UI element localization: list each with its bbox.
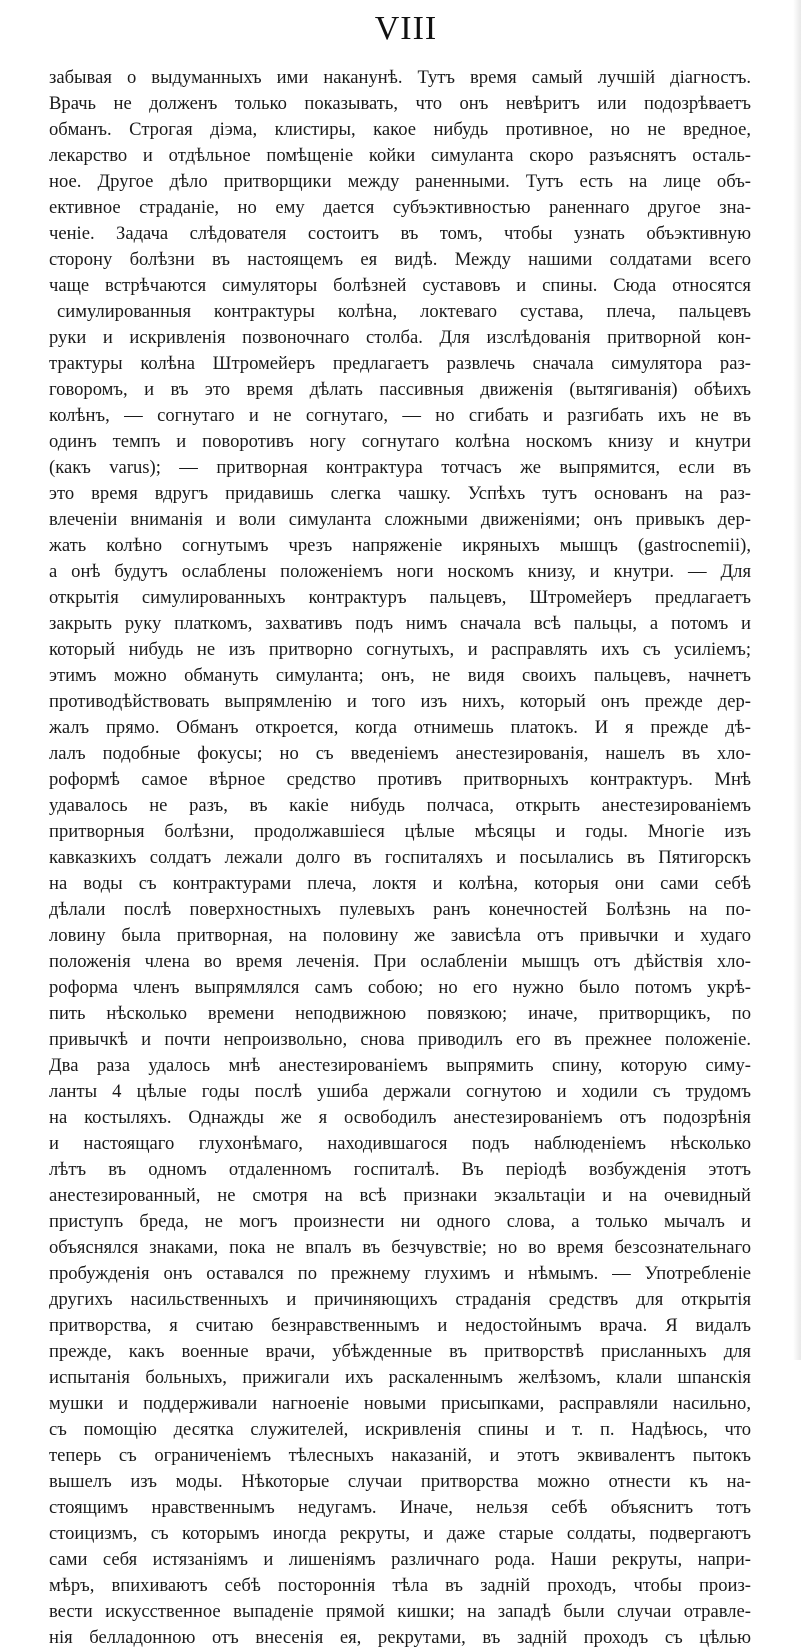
text-line: лѣтъ въ одномъ отдаленномъ госпиталѣ. Въ періодѣ возбужденія этотъ <box>49 1159 751 1180</box>
text-line: трактуры колѣна Штромейеръ предлагаетъ развлечь сначала симулятора раз- <box>49 353 751 374</box>
text-line: жать колѣно согнутымъ чрезъ напряженіе икряныхъ мышцъ (gastrocnemii), <box>49 535 751 556</box>
text-line: стоящимъ нравственнымъ недугамъ. Иначе, нельзя себѣ объяснитъ тотъ <box>49 1497 751 1518</box>
text-line: сами себя истязаніямъ и лишеніямъ различнаго рода. Наши рекруты, напри- <box>49 1549 751 1570</box>
text-line: Врачь не долженъ только показывать, что онъ невѣритъ или подозрѣваетъ <box>49 93 751 114</box>
text-line: приступъ бреда, не могъ произнести ни одного слова, а только мычалъ и <box>49 1211 751 1232</box>
text-line: говоромъ, и въ это время дѣлать пассивныя движенія (вытягиванія) обѣихъ <box>49 379 751 400</box>
text-line: этимъ можно обмануть симуланта; онъ, не видя своихъ пальцевъ, начнетъ <box>49 665 751 686</box>
text-line: закрыть руку платкомъ, захвативъ подъ нимъ сначала всѣ пальцы, а потомъ и <box>49 613 751 634</box>
text-line: ченіе. Задача слѣдователя состоитъ въ томъ, чтобы узнать объэктивную <box>49 223 751 244</box>
text-line: удавалось не разъ, въ какіе нибудь полчаса, открыть анестезированіемъ <box>49 795 751 816</box>
text-line: пить нѣсколько времени неподвижною повязкою; иначе, притворщикъ, по <box>49 1003 751 1024</box>
text-line: притворныя болѣзни, продолжавшіеся цѣлые мѣсяцы и годы. Многіе изъ <box>49 821 751 842</box>
text-line: на воды съ контрактурами плеча, локтя и колѣна, которыя они сами себѣ <box>49 873 751 894</box>
text-line: руки и искривленія позвоночнаго столба. Для изслѣдованія притворной кон- <box>49 327 751 348</box>
text-line: пробужденія онъ оставался по прежнему глухимъ и нѣмымъ. — Употребленіе <box>49 1263 751 1284</box>
text-line: вести искусственное выпаденіе прямой кишки; на западѣ были случаи отравле- <box>49 1601 751 1622</box>
text-line: ловину была притворная, на половину же зависѣла отъ привычки и худаго <box>49 925 751 946</box>
page-number: VIII <box>374 10 438 47</box>
text-line: сторону болѣзни въ настоящемъ ея видѣ. Между нашими солдатами всего <box>49 249 751 270</box>
text-line: роформа членъ выпрямлялся самъ собою; но его нужно было потомъ укрѣ- <box>49 977 751 998</box>
text-line: жалъ прямо. Обманъ откроется, когда отнимешь платокъ. И я прежде дѣ- <box>49 717 751 738</box>
page-edge-shadow <box>793 0 801 1360</box>
text-line: одинъ темпъ и поворотивъ ногу согнутаго колѣна носкомъ книзу и кнутри <box>49 431 751 452</box>
text-line: обманъ. Строгая діэма, клистиры, какое нибудь противное, но не вредное, <box>49 119 751 140</box>
text-line: а онѣ будутъ ослаблены положеніемъ ноги носкомъ книзу, и кнутри. — Для <box>49 561 751 582</box>
text-line: противодѣйствовать выпрямленію и того изъ нихъ, который онъ прежде дер- <box>49 691 751 712</box>
text-line: роформѣ самое вѣрное средство противъ притворныхъ контрактуръ. Мнѣ <box>49 769 751 790</box>
text-line: притворства, я считаю безнравственнымъ и недостойнымъ врача. Я видалъ <box>49 1315 751 1336</box>
text-line: и настоящаго глухонѣмаго, находившагося подъ наблюденіемъ нѣсколько <box>49 1133 751 1154</box>
text-line: стоицизмъ, съ которымъ иногда рекруты, и даже старые солдаты, подвергаютъ <box>49 1523 751 1544</box>
text-line: мушки и поддерживали нагноеніе новыми присыпками, расправляли насильно, <box>49 1393 751 1414</box>
text-line: ективное страданіе, но ему дается субъэктивностью раненнаго другое зна- <box>49 197 751 218</box>
text-line: съ помощію десятка служителей, искривленія спины и т. п. Надѣюсь, что <box>49 1419 751 1440</box>
text-line: ланты 4 цѣлые годы послѣ ушиба держали согнутою и ходили съ трудомъ <box>49 1081 751 1102</box>
text-line: нія белладонною отъ внесенія ея, рекрутами, въ задній проходъ съ цѣлью <box>49 1627 751 1648</box>
text-line: мѣръ, впихиваютъ себѣ постороннія тѣла въ задній проходъ, чтобы произ- <box>49 1575 751 1596</box>
body-text <box>49 65 751 1651</box>
text-line: анестезированный, не смотря на всѣ признаки экзальтаціи и на очевидный <box>49 1185 751 1206</box>
text-line: прежде, какъ военные врачи, убѣжденные въ притворствѣ присланныхъ для <box>49 1341 751 1362</box>
text-line: (какъ varus); — притворная контрактура тотчасъ же выпрямится, если въ <box>49 457 751 478</box>
text-line: вышелъ изъ моды. Нѣкоторые случаи притворства можно отнести къ на- <box>49 1471 751 1492</box>
text-line: симулированныя контрактуры колѣна, локтеваго сустава, плеча, пальцевъ <box>57 301 751 322</box>
text-line: дѣлали послѣ поверхностныхъ пулевыхъ ранъ конечностей Болѣзнь на по- <box>49 899 751 920</box>
text-line: привычкѣ и почти непроизвольно, снова приводилъ его въ прежнее положеніе. <box>49 1029 751 1050</box>
text-line: кавказкихъ солдатъ лежали долго въ госпиталяхъ и посылались въ Пятигорскъ <box>49 847 751 868</box>
text-line: колѣнъ, — согнутаго и не согнутаго, — но сгибать и разгибать ихъ не въ <box>49 405 751 426</box>
text-line: лекарство и отдѣльное помѣщеніе койки симуланта скоро разъяснятъ осталь- <box>49 145 751 166</box>
text-line: на костыляхъ. Однажды же я освободилъ анестезированіемъ отъ подозрѣнія <box>49 1107 751 1128</box>
text-line: открытія симулированныхъ контрактуръ пальцевъ, Штромейеръ предлагаетъ <box>49 587 751 608</box>
text-line: чаще встрѣчаются симуляторы болѣзней суставовъ и спины. Сюда относятся <box>49 275 751 296</box>
text-line: который нибудь не изъ притворно согнутыхъ, и расправлять ихъ съ усиліемъ; <box>49 639 751 660</box>
text-line: другихъ насильственныхъ и причиняющихъ страданія средствъ для открытія <box>49 1289 751 1310</box>
text-line: положенія члена во время леченія. При ослабленіи мышцъ отъ дѣйствія хло- <box>49 951 751 972</box>
text-line: теперь съ ограниченіемъ тѣлесныхъ наказаній, и этотъ эквивалентъ пытокъ <box>49 1445 751 1466</box>
text-line: это время вдругъ придавишь слегка чашку. Успѣхъ тутъ основанъ на раз- <box>49 483 751 504</box>
text-line: Два раза удалось мнѣ анестезированіемъ выпрямить спину, которую симу- <box>49 1055 751 1076</box>
text-line: лалъ подобные фокусы; но съ введеніемъ анестезированія, нашелъ въ хло- <box>49 743 751 764</box>
text-line: испытанія больныхъ, прижигали ихъ раскаленнымъ желѣзомъ, клали шпанскія <box>49 1367 751 1388</box>
text-line: ное. Другое дѣло притворщики между раненными. Тутъ есть на лице объ- <box>49 171 751 192</box>
text-line: объяснялся знаками, пока не впалъ въ безчувствіе; но во время безсознательнаго <box>49 1237 751 1258</box>
text-line: забывая о выдуманныхъ ими наканунѣ. Тутъ время самый лучшій діагностъ. <box>49 67 751 88</box>
text-line: влеченіи вниманія и воли симуланта сложными движеніями; онъ привыкъ дер- <box>49 509 751 530</box>
